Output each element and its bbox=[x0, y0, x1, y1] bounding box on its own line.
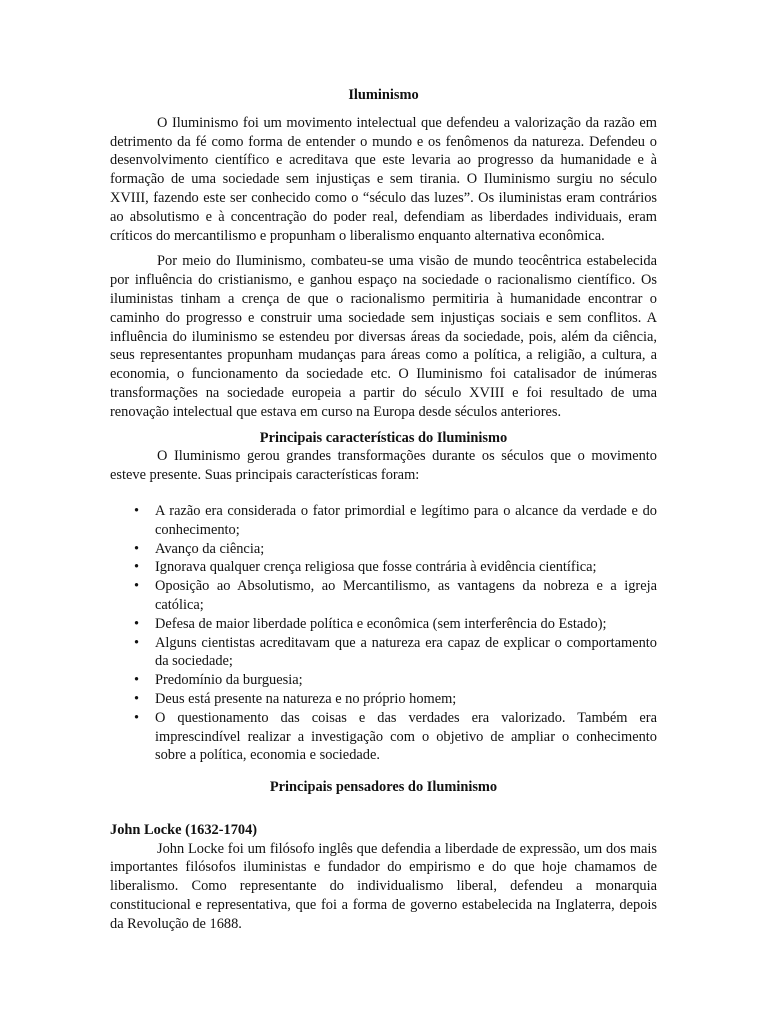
list-item: • Deus está presente na natureza e no próprio homem; bbox=[110, 690, 657, 709]
list-item: • O questionamento das coisas e das verdades era valorizado. Também era imprescindível realizar a investigação com o objetivo de ampliar o conhecimento sobre a política, economia e sociedade. bbox=[110, 709, 657, 765]
list-item: • Ignorava qualquer crença religiosa que fosse contrária à evidência científica; bbox=[110, 558, 657, 577]
list-item: • A razão era considerada o fator primordial e legítimo para o alcance da verdade e do conhecimento; bbox=[110, 502, 657, 540]
list-item: • Avanço da ciência; bbox=[110, 540, 657, 559]
characteristics-heading: Principais características do Iluminismo bbox=[259, 429, 508, 446]
thinkers-heading: Principais pensadores do Iluminismo bbox=[269, 779, 498, 796]
list-item: • Defesa de maior liberdade política e econômica (sem interferência do Estado); bbox=[110, 615, 657, 634]
document-page bbox=[110, 86, 657, 934]
thinker-name-locke: John Locke (1632-1704) bbox=[110, 821, 258, 838]
characteristics-list bbox=[110, 502, 657, 765]
intro-paragraph-2: Por meio do Iluminismo, combateu-se uma visão de mundo teocêntrica estabelecida por influência do cristianismo, e ganhou espaço na sociedade o racionalismo científico. Os iluministas tinham a crença de que o racionalismo permitiria à humanidade encontrar o caminho do progresso e construir uma sociedade sem injustiças sociais e sem conflitos. A influência do iluminismo se estendeu por diversas áreas da sociedade, pois, além da ciência, seus representantes propunham mudanças para áreas como a política, a religião, a cultura, a economia, o funcionamento da sociedade etc. O Iluminismo foi catalisador de inúmeras transformações na sociedade europeia a partir do século XVIII e foi resultado de uma renovação intelectual que estava em curso na Europa desde séculos anteriores. bbox=[110, 253, 657, 420]
list-item: • Alguns cientistas acreditavam que a natureza era capaz de explicar o comportamento da sociedade; bbox=[110, 634, 657, 672]
list-item: • Oposição ao Absolutismo, ao Mercantilismo, as vantagens da nobreza e a igreja católica; bbox=[110, 577, 657, 615]
document-title: Iluminismo bbox=[348, 87, 419, 103]
characteristics-intro: O Iluminismo gerou grandes transformações durante os séculos que o movimento esteve presente. Suas principais características foram: bbox=[110, 448, 657, 484]
intro-paragraph-1: O Iluminismo foi um movimento intelectual que defendeu a valorização da razão em detrimento da fé como forma de entender o mundo e os fenômenos da natureza. Defendeu o desenvolvimento científico e acreditava que este levaria ao progresso da humanidade e à formação de uma sociedade sem injustiças e sem tirania. O Iluminismo surgiu no século XVIII, fazendo este ser conhecido como o “século das luzes”. Os iluministas eram contrários ao absolutismo e à concentração do poder real, defendiam as liberdades individuais, eram críticos do mercantilismo e propunham o liberalismo enquanto alternativa econômica. bbox=[110, 114, 657, 244]
thinker-text-locke: John Locke foi um filósofo inglês que defendia a liberdade de expressão, um dos mais importantes filósofos iluministas e fundador do empirismo e do que hoje chamamos de liberalismo. Como representante do individualismo liberal, defendeu a monarquia constitucional e representativa, que foi a forma de governo estabelecida na Inglaterra, depois da Revolução de 1688. bbox=[110, 840, 657, 932]
list-item: • Predomínio da burguesia; bbox=[110, 671, 657, 690]
